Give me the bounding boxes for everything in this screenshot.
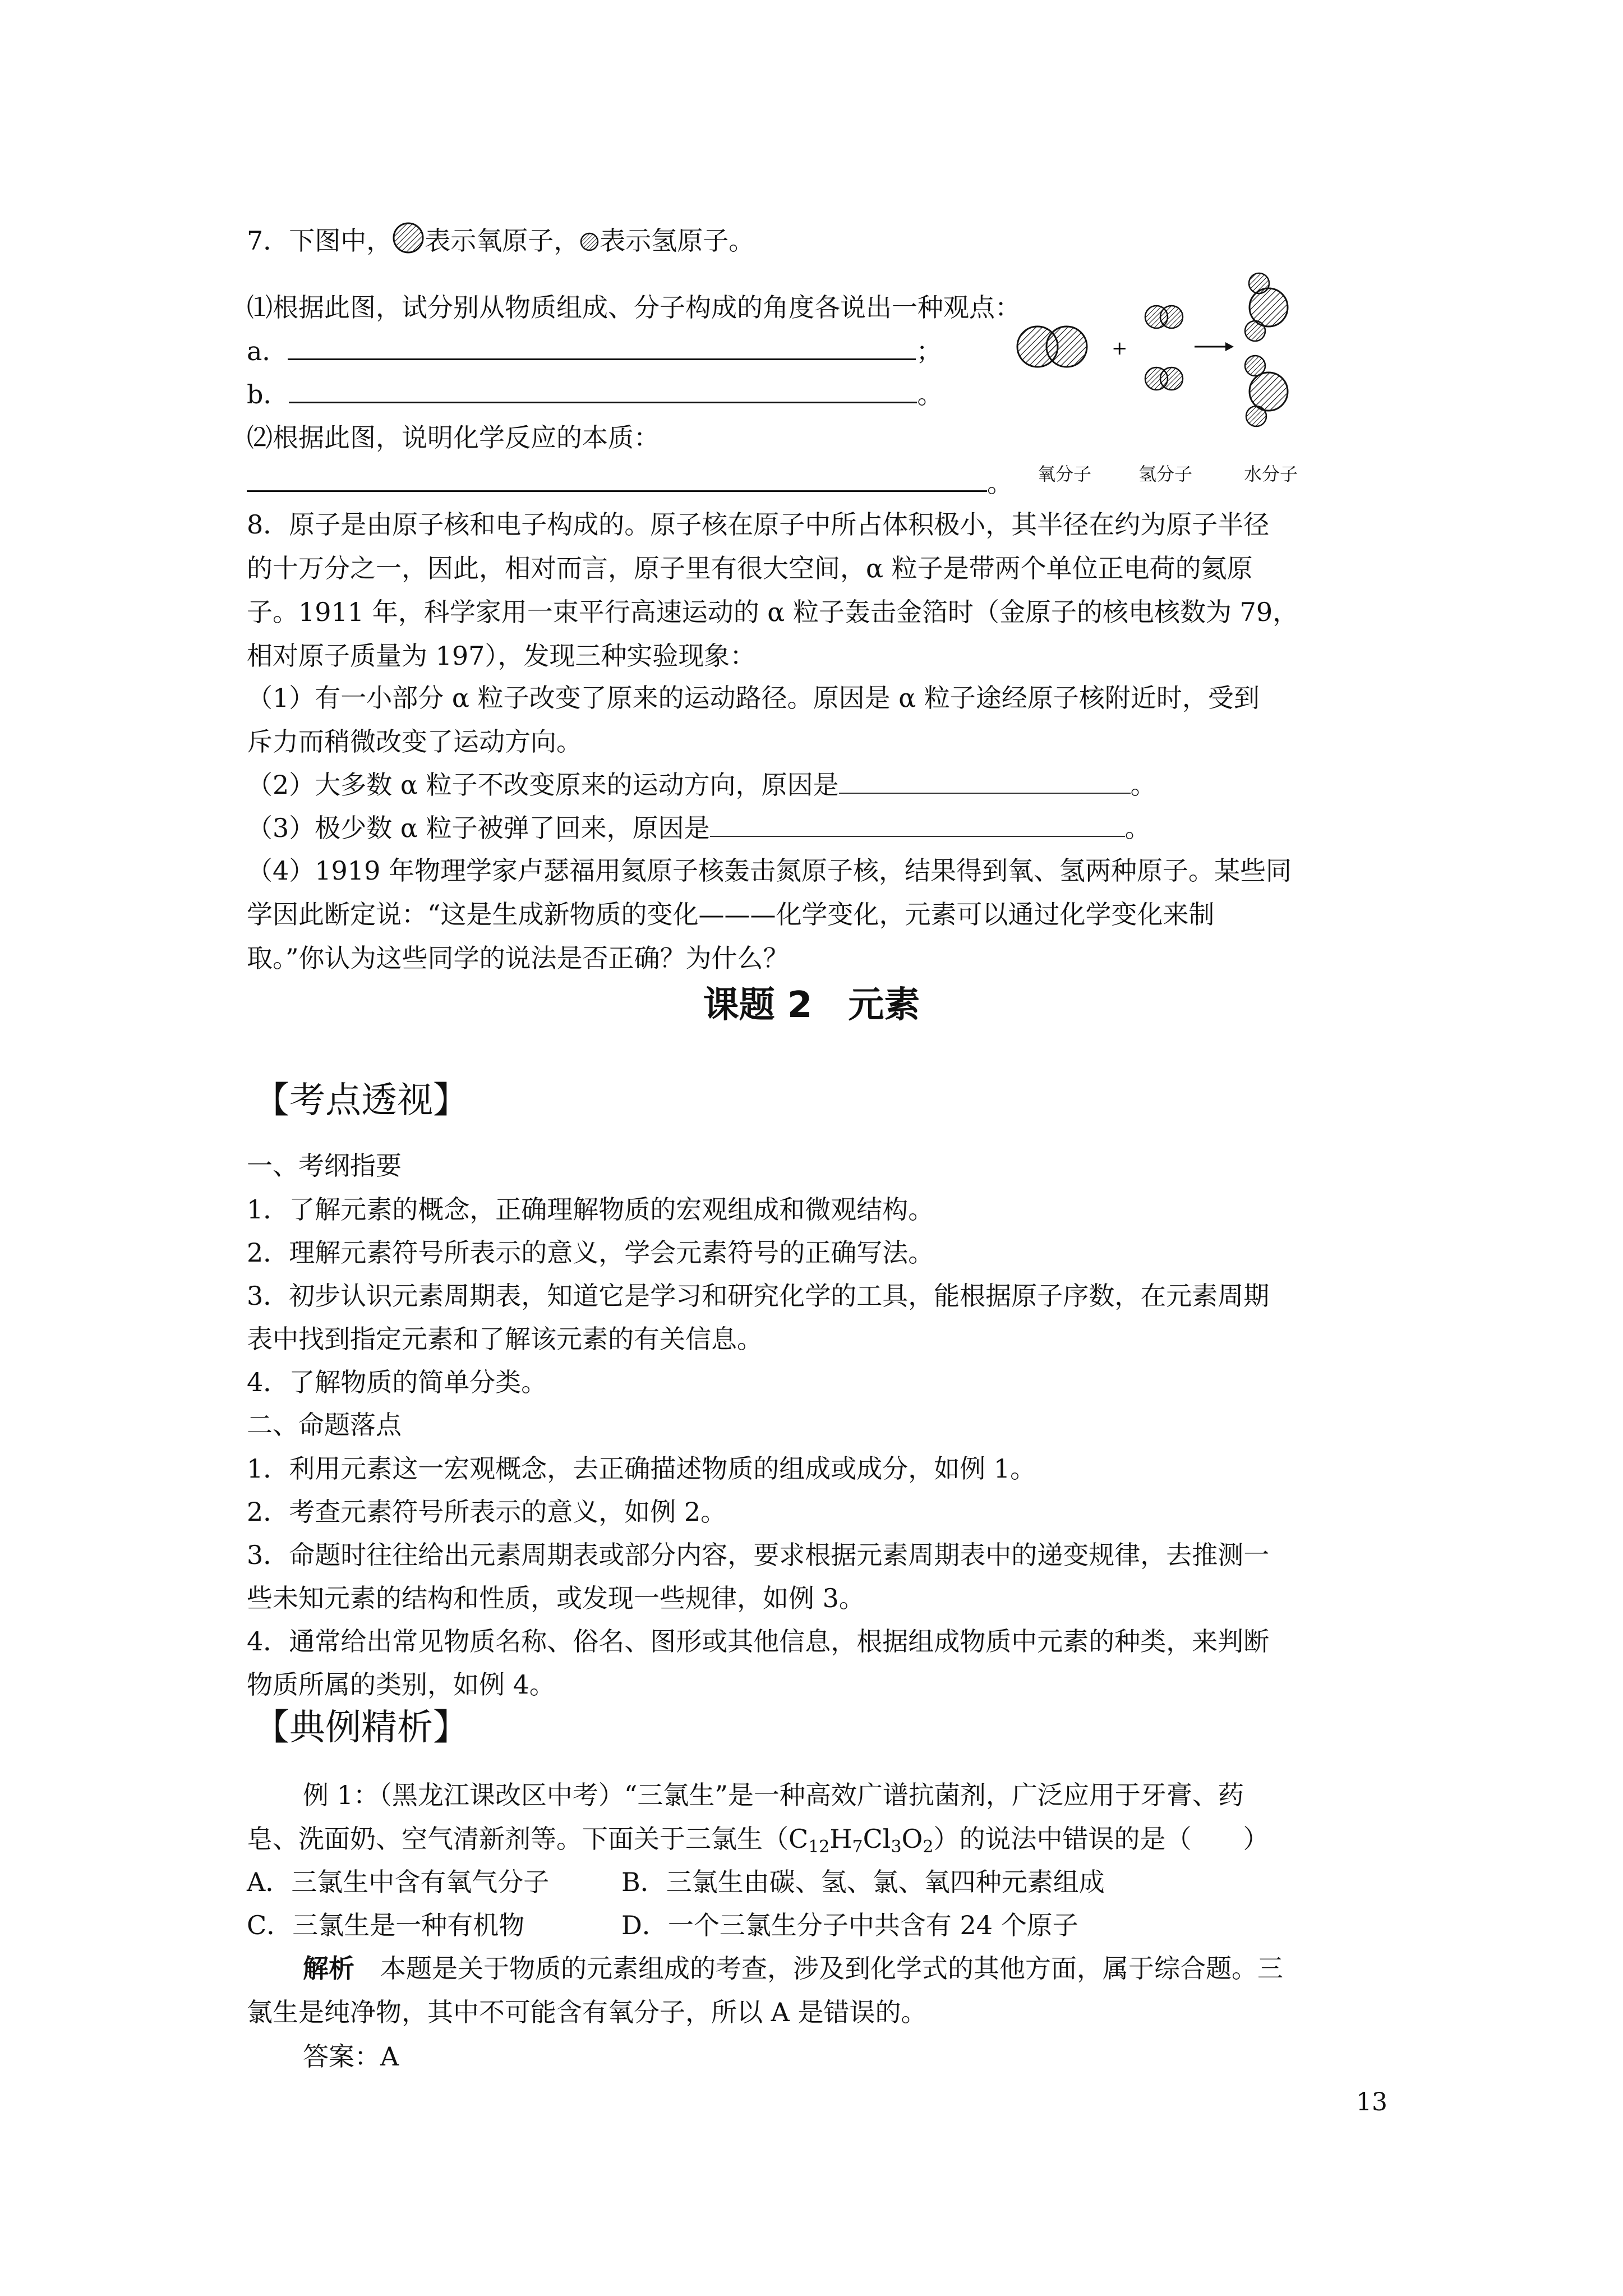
kaodian-m4b: 物质所属的类别，如例 4。 bbox=[247, 1669, 555, 1700]
water-molecule-label: 水分子 bbox=[1244, 463, 1298, 485]
kaodian-m2: 2．考查元素符号所表示的意义，如例 2。 bbox=[247, 1497, 727, 1527]
q8-p1: 8．原子是由原子核和电子构成的。原子核在原子中所占体积极小，其半径在约为原子半径 bbox=[247, 509, 1270, 540]
q8-s1b: 斥力而稍微改变了运动方向。 bbox=[247, 726, 582, 757]
kaodian-m3a: 3．命题时往往给出元素周期表或部分内容，要求根据元素周期表中的递变规律，去推测一 bbox=[247, 1540, 1270, 1570]
oxygen-atom-icon bbox=[392, 222, 425, 254]
page-number: 13 bbox=[1356, 2088, 1387, 2116]
plus-sign: + bbox=[1112, 337, 1128, 360]
section-heading-dianli: 【典例精析】 bbox=[253, 1707, 469, 1749]
q8-s4b: 学因此断定说：“这是生成新物质的变化———化学变化，元素可以通过化学变化来制 bbox=[247, 899, 1215, 930]
kaodian-k3b: 表中找到指定元素和了解该元素的有关信息。 bbox=[247, 1324, 763, 1354]
hydrogen-molecule-icon-bottom bbox=[1145, 367, 1183, 390]
q7-line-b: b． 。 bbox=[247, 377, 943, 411]
q8-s4c: 取。”你认为这些同学的说法是否正确？为什么？ bbox=[247, 943, 789, 973]
q8-s4a: （4）1919 年物理学家卢瑟福用氦原子核轰击氮原子核，结果得到氧、氢两种原子。某些同 bbox=[247, 855, 1292, 886]
answer-blank-essence[interactable] bbox=[247, 466, 987, 492]
kaodian-m4a: 4．通常给出常见物质名称、俗名、图形或其他信息，根据组成物质中元素的种类，来判断 bbox=[247, 1626, 1270, 1657]
q7-intro bbox=[247, 222, 754, 257]
example1-line1: 例 1：（黑龙江课改区中考）“三氯生”是一种高效广谱抗菌剂，广泛应用于牙膏、药 bbox=[303, 1780, 1244, 1810]
kaodian-k3a: 3．初步认识元素周期表，知道它是学习和研究化学的工具，能根据原子序数，在元素周期 bbox=[247, 1281, 1270, 1311]
reaction-arrow-icon bbox=[1195, 342, 1234, 351]
answer-blank-s3[interactable] bbox=[710, 811, 1125, 837]
kaodian-sub1: 一、考纲指要 bbox=[247, 1151, 402, 1181]
q8-s1a: （1）有一小部分 α 粒子改变了原来的运动路径。原因是 α 粒子途经原子核附近时，受到 bbox=[247, 683, 1260, 713]
q7-intro-c: 表示氢原子。 bbox=[600, 226, 755, 256]
option-c[interactable]: C．三氯生是一种有机物 bbox=[247, 1910, 525, 1940]
option-d[interactable]: D．一个三氯生分子中共含有 24 个原子 bbox=[621, 1910, 1078, 1940]
kaodian-m3b: 些未知元素的结构和性质，或发现一些规律，如例 3。 bbox=[247, 1583, 865, 1613]
analysis-line2: 氯生是纯净物，其中不可能含有氧分子，所以 A 是错误的。 bbox=[247, 1997, 927, 2027]
q8-p4: 相对原子质量为 197），发现三种实验现象： bbox=[247, 641, 756, 671]
q7-part2-answer: 。 bbox=[247, 466, 1013, 500]
lesson-title: 课题 2 元素 bbox=[703, 984, 920, 1026]
answer-blank-a[interactable] bbox=[288, 334, 916, 360]
q7-part1: ⑴根据此图，试分别从物质组成、分子构成的角度各说出一种观点： bbox=[247, 292, 1021, 323]
analysis-line1: 解析 本题是关于物质的元素组成的考查，涉及到化学式的其他方面，属于综合题。三 bbox=[303, 1953, 1283, 1984]
answer-blank-s2[interactable] bbox=[839, 768, 1131, 794]
example1-line2: 皂、洗面奶、空气清新剂等。下面关于三氯生$(C_{12}H_7Cl_3O_2)$的说法中错误的是（ ） bbox=[247, 1824, 1269, 1857]
q8-s2: （2）大多数 α 粒子不改变原来的运动方向，原因是 。 bbox=[247, 768, 1156, 802]
kaodian-k2: 2．理解元素符号所表示的意义，学会元素符号的正确写法。 bbox=[247, 1237, 934, 1268]
analysis-label: 解析 bbox=[303, 1953, 354, 1984]
hydrogen-molecule-label: 氢分子 bbox=[1138, 463, 1193, 485]
oxygen-molecule-icon bbox=[1017, 326, 1087, 367]
hydrogen-molecule-icon-top bbox=[1145, 306, 1183, 328]
option-a[interactable]: A．三氯生中含有氧气分子 bbox=[247, 1867, 550, 1897]
water-molecule-icon-top bbox=[1245, 273, 1288, 341]
water-molecule-icon-bottom bbox=[1245, 356, 1288, 426]
kaodian-sub2: 二、命题落点 bbox=[247, 1410, 402, 1440]
q8-s3: （3）极少数 α 粒子被弹了回来，原因是 。 bbox=[247, 811, 1151, 845]
q7-line-a: a． ； bbox=[247, 334, 942, 368]
answer-line: 答案：A bbox=[303, 2041, 399, 2072]
section-heading-kaodian: 【考点透视】 bbox=[253, 1080, 469, 1121]
kaodian-k4: 4．了解物质的简单分类。 bbox=[247, 1367, 547, 1397]
q7-intro-a: 7．下图中， bbox=[247, 226, 393, 256]
q8-p3: 子。1911 年，科学家用一束平行高速运动的 α 粒子轰击金箔时（金原子的核电核数为 79， bbox=[247, 597, 1299, 627]
molecule-reaction-figure bbox=[1004, 264, 1329, 449]
q7-part2: ⑵根据此图，说明化学反应的本质： bbox=[247, 422, 660, 453]
hydrogen-atom-icon bbox=[579, 232, 600, 252]
oxygen-molecule-label: 氧分子 bbox=[1038, 463, 1092, 485]
q8-p2: 的十万分之一，因此，相对而言，原子里有很大空间，α 粒子是带两个单位正电荷的氦原 bbox=[247, 553, 1253, 583]
option-b[interactable]: B．三氯生由碳、氢、氯、氧四种元素组成 bbox=[621, 1867, 1105, 1897]
answer-blank-b[interactable] bbox=[289, 377, 917, 403]
q7-intro-b: 表示氧原子， bbox=[425, 226, 580, 256]
kaodian-m1: 1．利用元素这一宏观概念，去正确描述物质的组成或成分，如例 1。 bbox=[247, 1453, 1036, 1484]
kaodian-k1: 1．了解元素的概念，正确理解物质的宏观组成和微观结构。 bbox=[247, 1194, 934, 1225]
